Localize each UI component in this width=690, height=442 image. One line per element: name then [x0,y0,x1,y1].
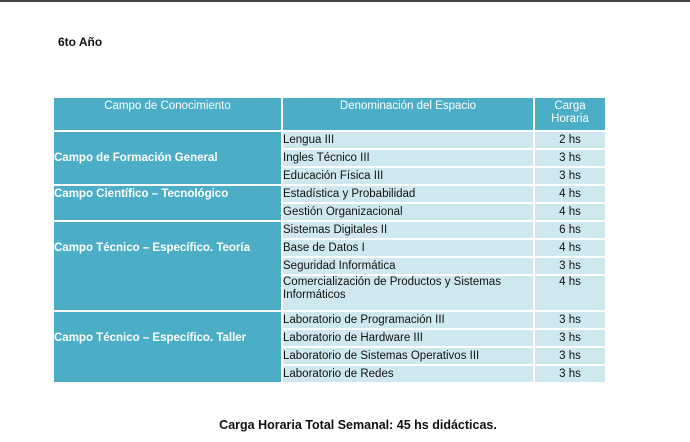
carga-cell: 3 hs [534,149,606,167]
carga-cell: 3 hs [534,365,606,383]
header-campo: Campo de Conocimiento [53,97,282,131]
carga-cell: 2 hs [534,131,606,149]
espacio-cell: Comercialización de Productos y Sistemas Informáticos [282,275,534,311]
carga-cell: 4 hs [534,203,606,221]
espacio-cell: Laboratorio de Hardware III [282,329,534,347]
espacio-cell: Gestión Organizacional [282,203,534,221]
carga-cell: 3 hs [534,167,606,185]
carga-cell: 4 hs [534,239,606,257]
table-header-row [53,97,606,131]
carga-cell: 3 hs [534,329,606,347]
espacio-cell: Estadística y Probabilidad [282,185,534,203]
carga-cell: 4 hs [534,185,606,203]
espacio-cell: Seguridad Informática [282,257,534,275]
campo-formacion-general: Campo de Formación General [53,131,282,185]
campo-tecnico-taller: Campo Técnico – Específico. Taller [53,311,282,383]
table-row [53,131,606,149]
campo-cientifico-tecnologico: Campo Científico – Tecnológico [53,185,282,221]
carga-cell: 3 hs [534,257,606,275]
carga-cell: 3 hs [534,347,606,365]
year-heading: 6to Año [58,35,103,49]
espacio-cell: Sistemas Digitales II [282,221,534,239]
header-carga: Carga Horaria [534,97,606,131]
espacio-cell: Laboratorio de Redes [282,365,534,383]
total-weekly-hours: Carga Horaria Total Semanal: 45 hs didácticas. [219,418,497,432]
espacio-cell: Laboratorio de Sistemas Operativos III [282,347,534,365]
carga-cell: 3 hs [534,311,606,329]
espacio-cell: Ingles Técnico III [282,149,534,167]
campo-tecnico-teoria: Campo Técnico – Específico. Teoría [53,221,282,311]
carga-cell: 4 hs [534,275,606,311]
espacio-cell: Base de Datos I [282,239,534,257]
table-row [53,311,606,329]
top-border-line [0,0,690,2]
table-row [53,221,606,239]
header-espacio: Denominación del Espacio [282,97,534,131]
espacio-cell: Laboratorio de Programación III [282,311,534,329]
curriculum-table [52,96,607,384]
carga-cell: 6 hs [534,221,606,239]
espacio-cell: Educación Física III [282,167,534,185]
espacio-cell: Lengua III [282,131,534,149]
table-row [53,185,606,203]
